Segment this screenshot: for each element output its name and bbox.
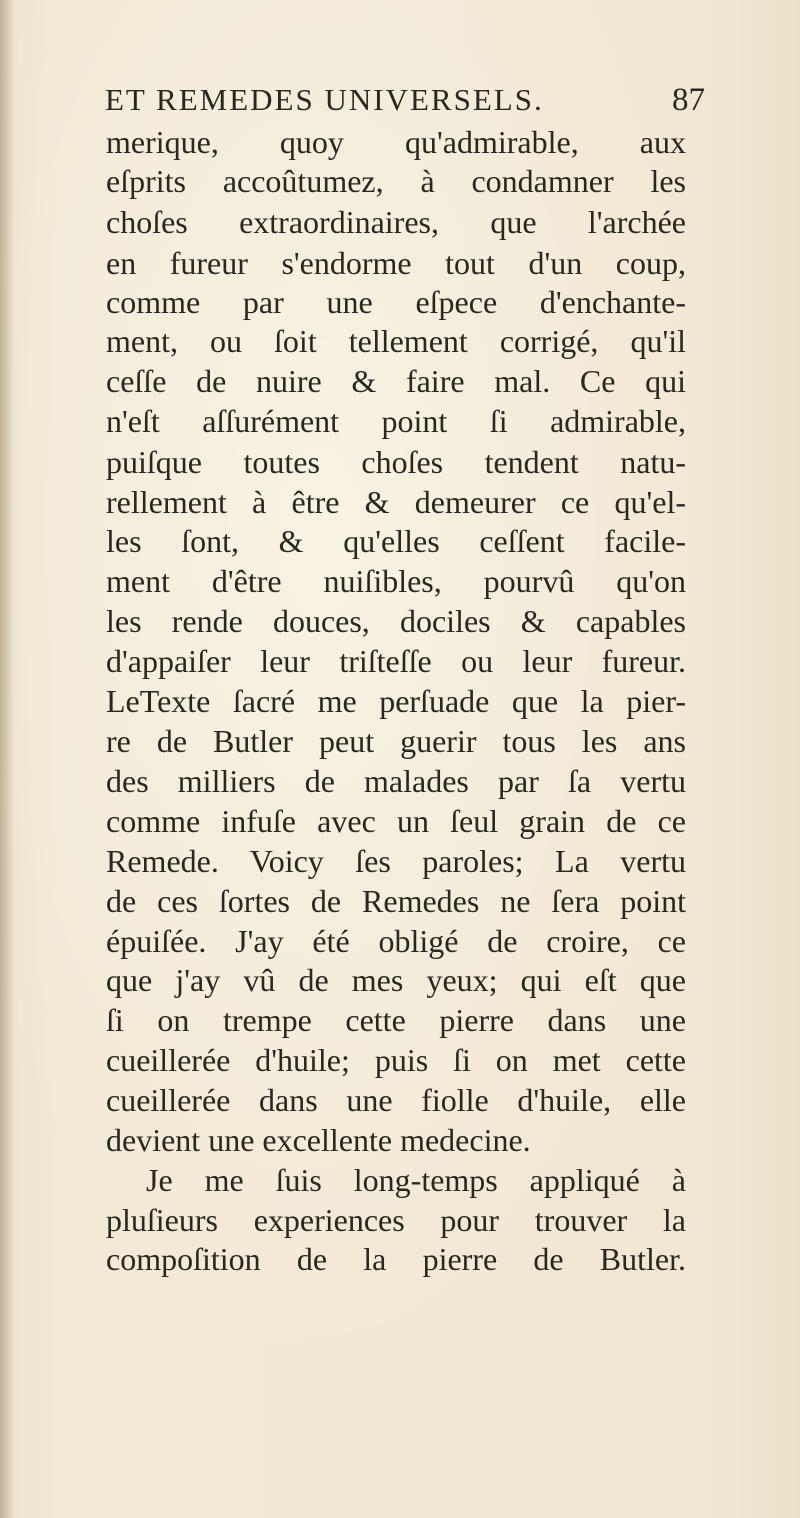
text-line: cueillerée d'huile; puis ſi on met cette: [106, 1042, 686, 1078]
text-line: que j'ay vû de mes yeux; qui eſt que: [106, 962, 686, 998]
text-line: en fureur s'endorme tout d'un coup,: [106, 245, 686, 281]
text-line: comme infuſe avec un ſeul grain de ce: [106, 803, 686, 839]
text-line: merique, quoy qu'admirable, aux: [106, 124, 686, 160]
text-line: ſi on trempe cette pierre dans une: [106, 1002, 686, 1038]
text-line: épuiſée. J'ay été obligé de croire, ce: [106, 923, 686, 959]
text-line: puiſque toutes choſes tendent natu-: [106, 444, 686, 480]
text-line: LeTexte ſacré me perſuade que la pier-: [106, 683, 686, 719]
text-line: des milliers de malades par ſa vertu: [106, 763, 686, 799]
text-line: rellement à être & demeurer ce qu'el-: [106, 484, 686, 520]
text-line: Je me ſuis long-temps appliqué à: [146, 1162, 686, 1198]
text-line: cueillerée dans une fiolle d'huile, elle: [106, 1082, 686, 1118]
text-line: pluſieurs experiences pour trouver la: [106, 1202, 686, 1238]
page-gutter-shadow: [0, 0, 14, 1518]
text-line: ment, ou ſoit tellement corrigé, qu'il: [106, 323, 686, 359]
text-line: comme par une eſpece d'enchante-: [106, 284, 686, 320]
text-line: eſprits accoûtumez, à condamner les: [106, 163, 686, 199]
text-line: d'appaiſer leur triſteſſe ou leur fureur.: [106, 643, 686, 679]
text-line: re de Butler peut guerir tous les ans: [106, 723, 686, 759]
text-line: ceſſe de nuire & faire mal. Ce qui: [106, 363, 686, 399]
page-header: [105, 78, 705, 122]
running-head: ET REMEDES UNIVERSELS.: [105, 82, 544, 117]
text-line: les ſont, & qu'elles ceſſent facile-: [106, 523, 686, 559]
text-line: devient une excellente medecine.: [106, 1122, 531, 1158]
text-line: ment d'être nuiſibles, pourvû qu'on: [106, 563, 686, 599]
text-line: de ces ſortes de Remedes ne ſera point: [106, 883, 686, 919]
text-line: n'eſt aſſurément point ſi admirable,: [106, 403, 686, 439]
text-line: choſes extraordinaires, que l'archée: [106, 204, 686, 240]
page-number: 87: [672, 82, 705, 118]
text-line: les rende douces, dociles & capables: [106, 603, 686, 639]
text-line: compoſition de la pierre de Butler.: [106, 1241, 686, 1277]
text-line: Remede. Voicy ſes paroles; La vertu: [106, 843, 686, 879]
